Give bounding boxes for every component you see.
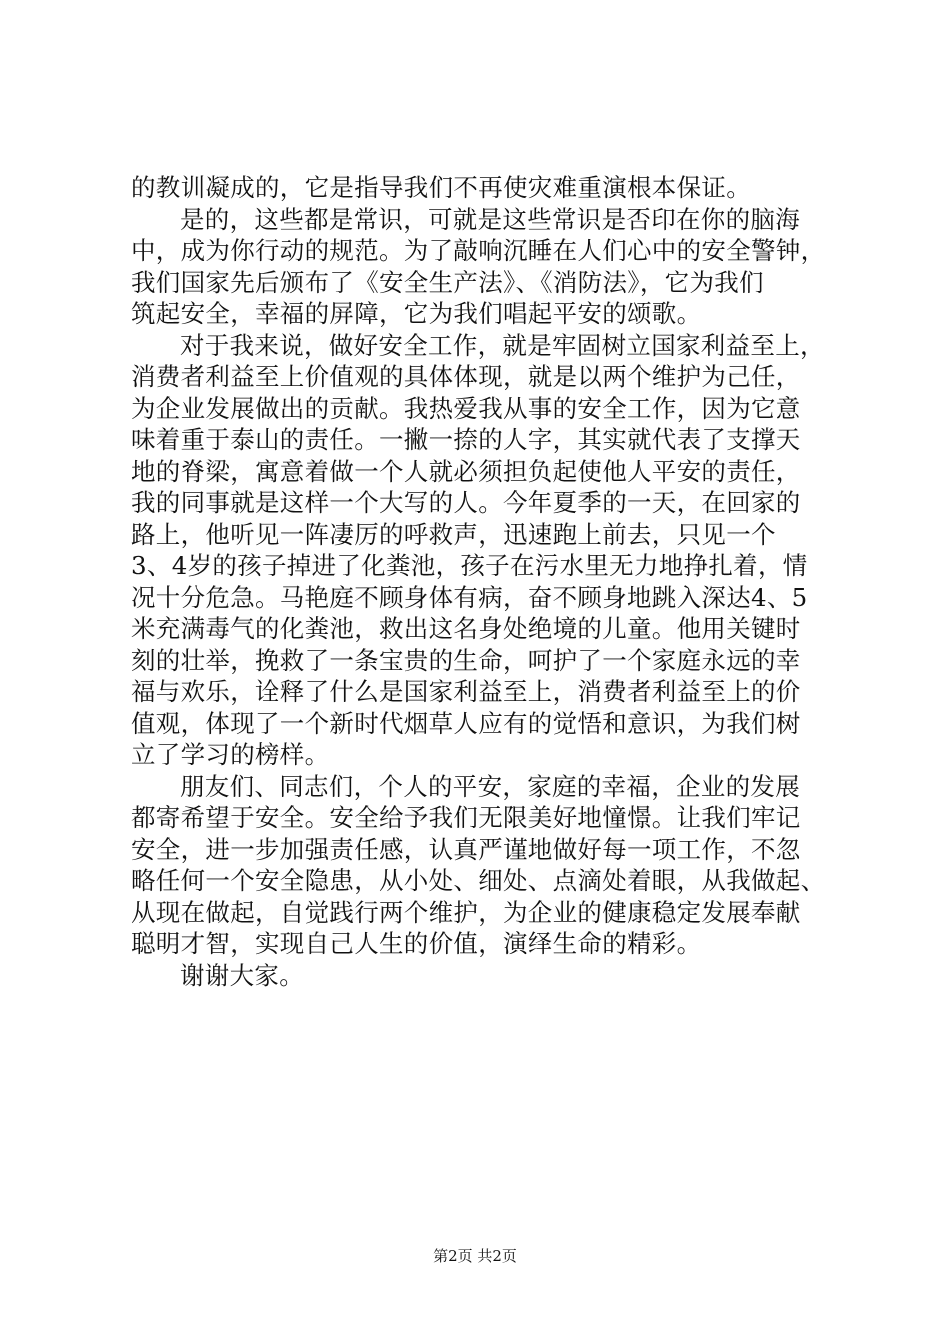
paragraph-start-line: 是的，这些都是常识，可就是这些常识是否印在你的脑海 bbox=[180, 204, 800, 234]
text-line: 从现在做起，自觉践行两个维护，为企业的健康稳定发展奉献 bbox=[131, 897, 801, 927]
text-line: 路上，他听见一阵凄厉的呼救声，迅速跑上前去，只见一个 bbox=[131, 519, 776, 549]
text-line: 刻的壮举，挽救了一条宝贵的生命，呵护了一个家庭永远的幸 bbox=[131, 645, 801, 675]
text-line: 味着重于泰山的责任。一撇一捺的人字，其实就代表了支撑天 bbox=[131, 425, 801, 454]
paragraph-start-line: 对于我来说，做好安全工作，就是牢固树立国家利益至上， bbox=[180, 330, 825, 360]
text-line: 安全，进一步加强责任感，认真严谨地做好每一项工作，不忽 bbox=[131, 834, 801, 864]
text-line: 福与欢乐，诠释了什么是国家利益至上，消费者利益至上的价 bbox=[131, 677, 801, 706]
text-line: 聪明才智，实现自己人生的价值，演绎生命的精彩。 bbox=[131, 929, 702, 958]
text-line: 筑起安全，幸福的屏障，它为我们唱起平安的颂歌。 bbox=[131, 299, 702, 328]
text-line: 的教训凝成的，它是指导我们不再使灾难重演根本保证。 bbox=[131, 173, 751, 202]
text-line: 况十分危急。马艳庭不顾身体有病，奋不顾身地跳入深达4、5 bbox=[131, 582, 808, 612]
text-line: 3、4岁的孩子掉进了化粪池，孩子在污水里无力地挣扎着，情 bbox=[131, 551, 808, 580]
page-footer bbox=[0, 1245, 950, 1266]
text-line: 中，成为你行动的规范。为了敲响沉睡在人们心中的安全警钟， bbox=[131, 236, 826, 265]
text-line: 消费者利益至上价值观的具体体现，就是以两个维护为己任， bbox=[131, 362, 801, 391]
closing-line: 谢谢大家。 bbox=[180, 960, 304, 990]
text-line: 都寄希望于安全。安全给予我们无限美好地憧憬。让我们牢记 bbox=[131, 803, 801, 832]
text-line: 立了学习的榜样。 bbox=[131, 740, 330, 769]
text-line: 地的脊梁，寓意着做一个人就必须担负起使他人平安的责任， bbox=[131, 456, 801, 486]
page-number: 第2页 共2页 bbox=[433, 1247, 517, 1265]
text-line: 我们国家先后颁布了《安全生产法》、《消防法》，它为我们 bbox=[131, 267, 764, 297]
document-body bbox=[131, 172, 831, 991]
text-line: 值观，体现了一个新时代烟草人应有的觉悟和意识，为我们树 bbox=[131, 708, 801, 738]
paragraph-start-line: 朋友们、同志们，个人的平安，家庭的幸福，企业的发展 bbox=[180, 771, 800, 801]
text-line: 我的同事就是这样一个大写的人。今年夏季的一天，在回家的 bbox=[131, 488, 801, 517]
text-line: 略任何一个安全隐患，从小处、细处、点滴处着眼，从我做起、 bbox=[131, 866, 826, 895]
text-line: 为企业发展做出的贡献。我热爱我从事的安全工作，因为它意 bbox=[131, 393, 801, 423]
text-line: 米充满毒气的化粪池，救出这名身处绝境的儿童。他用关键时 bbox=[131, 614, 801, 643]
